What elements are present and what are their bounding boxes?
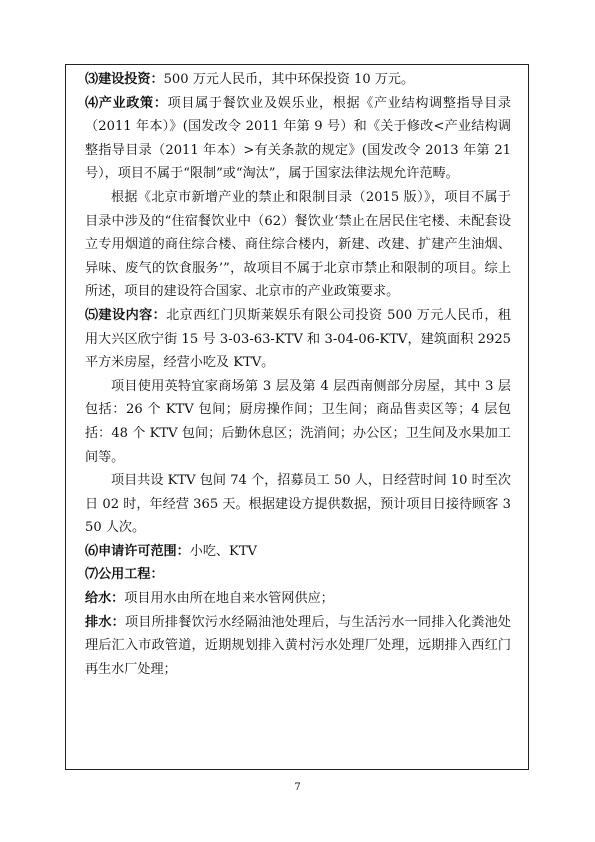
page-number: 7 bbox=[294, 782, 301, 793]
construction-text: 北京西红门贝斯莱娱乐有限公司投资 500 万元人民币，租用大兴区欣宁街 15 号 3-03-63-KTV 和 3-04-06-KTV，建筑面积 2925 平方米房屋，经营小吃及 KTV。 bbox=[85, 307, 511, 371]
water-supply-label: 给水： bbox=[85, 591, 125, 607]
water-supply-text: 项目用水由所在地自来水管网供应； bbox=[124, 591, 334, 607]
investment-paragraph bbox=[85, 68, 511, 92]
utilities-heading: ⑺公用工程： bbox=[85, 567, 164, 583]
investment-label: ⑶建设投资： bbox=[85, 72, 164, 87]
policy-label: ⑷产业政策： bbox=[85, 95, 168, 111]
water-supply-paragraph bbox=[85, 587, 511, 611]
license-label: ⑹申请许可范围： bbox=[85, 543, 190, 559]
license-text: 小吃、KTV bbox=[189, 543, 258, 559]
drainage-label: 排水： bbox=[85, 614, 125, 630]
operation-paragraph: 项目共设 KTV 包间 74 个，招募员工 50 人，日经营时间 10 时至次日 02 时，年经营 365 天。根据建设方提供数据，预计项目日接待顾客 350 人次。 bbox=[85, 473, 511, 536]
document-body bbox=[85, 68, 511, 681]
construction-label: ⑸建设内容： bbox=[85, 307, 167, 323]
license-paragraph bbox=[85, 540, 511, 564]
policy-paragraph bbox=[85, 92, 511, 186]
drainage-paragraph bbox=[85, 611, 511, 682]
construction-paragraph bbox=[85, 304, 511, 375]
drainage-text: 项目所排餐饮污水经隔油池处理后，与生活污水一同排入化粪池处理后汇入市政管道，近期规划排入黄村污水处理厂处理，远期排入西红门再生水厂处理； bbox=[85, 614, 512, 677]
investment-text: 500 万元人民币，其中环保投资 10 万元。 bbox=[163, 72, 415, 87]
beijing-catalog-paragraph: 根据《北京市新增产业的禁止和限制目录（2015 版）》，项目不属于目录中涉及的“住宿餐饮业中（62）餐饮业‘禁止在居民住宅楼、未配套设立专用烟道的商住综合楼、商住综合楼内，新建、改建、扩建产生油烟、异味、废气的饮食服务’”，故项目不属于北京市禁止和限制的项目。综上所述，项目的建设符合国家、北京市的产业政策要求。 bbox=[85, 189, 511, 300]
floors-paragraph: 项目使用英特宜家商场第 3 层及第 4 层西南侧部分房屋，其中 3 层包括：26 个 KTV 包间；厨房操作间；卫生间；商品售卖区等；4 层包括：48 个 KTV 包间；后勤休息区；洗消间；办公区；卫生间及水果加工间等。 bbox=[85, 378, 511, 465]
policy-text: 项目属于餐饮业及娱乐业，根据《产业结构调整指导目录（2011 年本）》(国发改令 2011 年第 9 号）和《关于修改<产业结构调整指导目录（2011 年本）>有关条款的规定》(国发改令 2013 年第 21 号），项目不属于“限制”或“淘汰”，属于国家法律法规允许范畴。 bbox=[85, 95, 512, 182]
